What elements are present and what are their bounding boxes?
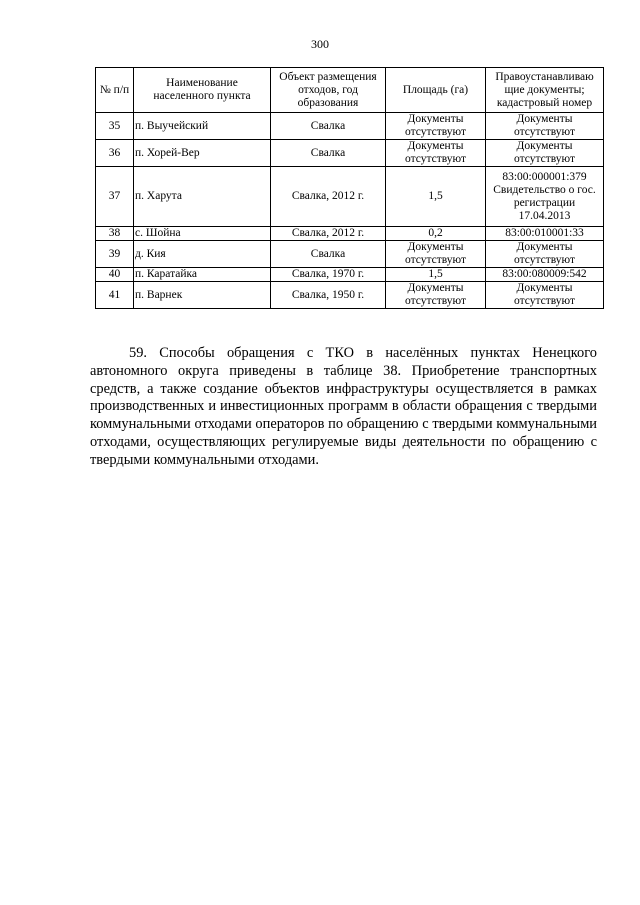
table-row: [96, 167, 604, 227]
cell-area: Документы отсутствуют: [386, 241, 486, 268]
table-row: [96, 227, 604, 241]
cell-documents: 83:00:080009:542: [486, 268, 604, 282]
cell-number: 38: [96, 227, 134, 241]
cell-settlement: п. Харута: [134, 167, 271, 227]
cell-area: Документы отсутствуют: [386, 113, 486, 140]
header-number: № п/п: [96, 68, 134, 113]
body-paragraph: [90, 345, 597, 470]
cell-number: 39: [96, 241, 134, 268]
cell-area: Документы отсутствуют: [386, 282, 486, 309]
cell-settlement: с. Шойна: [134, 227, 271, 241]
cell-area: 0,2: [386, 227, 486, 241]
paragraph-text: 59. Способы обращения с ТКО в населённых пунктах Ненецкого автономного округа приведены в таблице 38. Приобретение транспортных средств, а также создание объектов инфраструктуры осуществляется в рамках производственных и инвестиционных программ в области обращения с твердыми коммунальными отходами операторов по обращению с твердыми коммунальными отходами, осуществляющих регулируемые виды деятельности по обращению с твердыми коммунальными отходами.: [90, 345, 597, 468]
cell-waste-object: Свалка: [271, 113, 386, 140]
cell-settlement: п. Варнек: [134, 282, 271, 309]
cell-number: 40: [96, 268, 134, 282]
cell-settlement: п. Хорей-Вер: [134, 140, 271, 167]
table-body: [96, 113, 604, 309]
cell-waste-object: Свалка: [271, 140, 386, 167]
cell-documents: Документы отсутствуют: [486, 140, 604, 167]
header-settlement: Наименование населенного пункта: [134, 68, 271, 113]
cell-settlement: д. Кия: [134, 241, 271, 268]
table-row: [96, 241, 604, 268]
table-header-row: [96, 68, 604, 113]
cell-documents: Документы отсутствуют: [486, 241, 604, 268]
page-number: 300: [311, 37, 329, 51]
cell-waste-object: Свалка, 1950 г.: [271, 282, 386, 309]
cell-documents: Документы отсутствуют: [486, 282, 604, 309]
cell-area: 1,5: [386, 167, 486, 227]
cell-documents: 83:00:000001:379 Свидетельство о гос. регистрации 17.04.2013: [486, 167, 604, 227]
cell-waste-object: Свалка: [271, 241, 386, 268]
table-row: [96, 140, 604, 167]
cell-area: Документы отсутствуют: [386, 140, 486, 167]
table-row: [96, 282, 604, 309]
cell-number: 35: [96, 113, 134, 140]
cell-waste-object: Свалка, 1970 г.: [271, 268, 386, 282]
table-row: [96, 268, 604, 282]
cell-settlement: п. Выучейский: [134, 113, 271, 140]
cell-area: 1,5: [386, 268, 486, 282]
waste-sites-table: [95, 67, 604, 309]
cell-settlement: п. Каратайка: [134, 268, 271, 282]
cell-waste-object: Свалка, 2012 г.: [271, 167, 386, 227]
cell-number: 41: [96, 282, 134, 309]
cell-waste-object: Свалка, 2012 г.: [271, 227, 386, 241]
cell-documents: Документы отсутствуют: [486, 113, 604, 140]
header-waste-object: Объект размещения отходов, год образования: [271, 68, 386, 113]
header-area: Площадь (га): [386, 68, 486, 113]
cell-number: 37: [96, 167, 134, 227]
cell-documents: 83:00:010001:33: [486, 227, 604, 241]
cell-number: 36: [96, 140, 134, 167]
table-row: [96, 113, 604, 140]
header-documents: Правоустанавливаю щие документы; кадастровый номер: [486, 68, 604, 113]
